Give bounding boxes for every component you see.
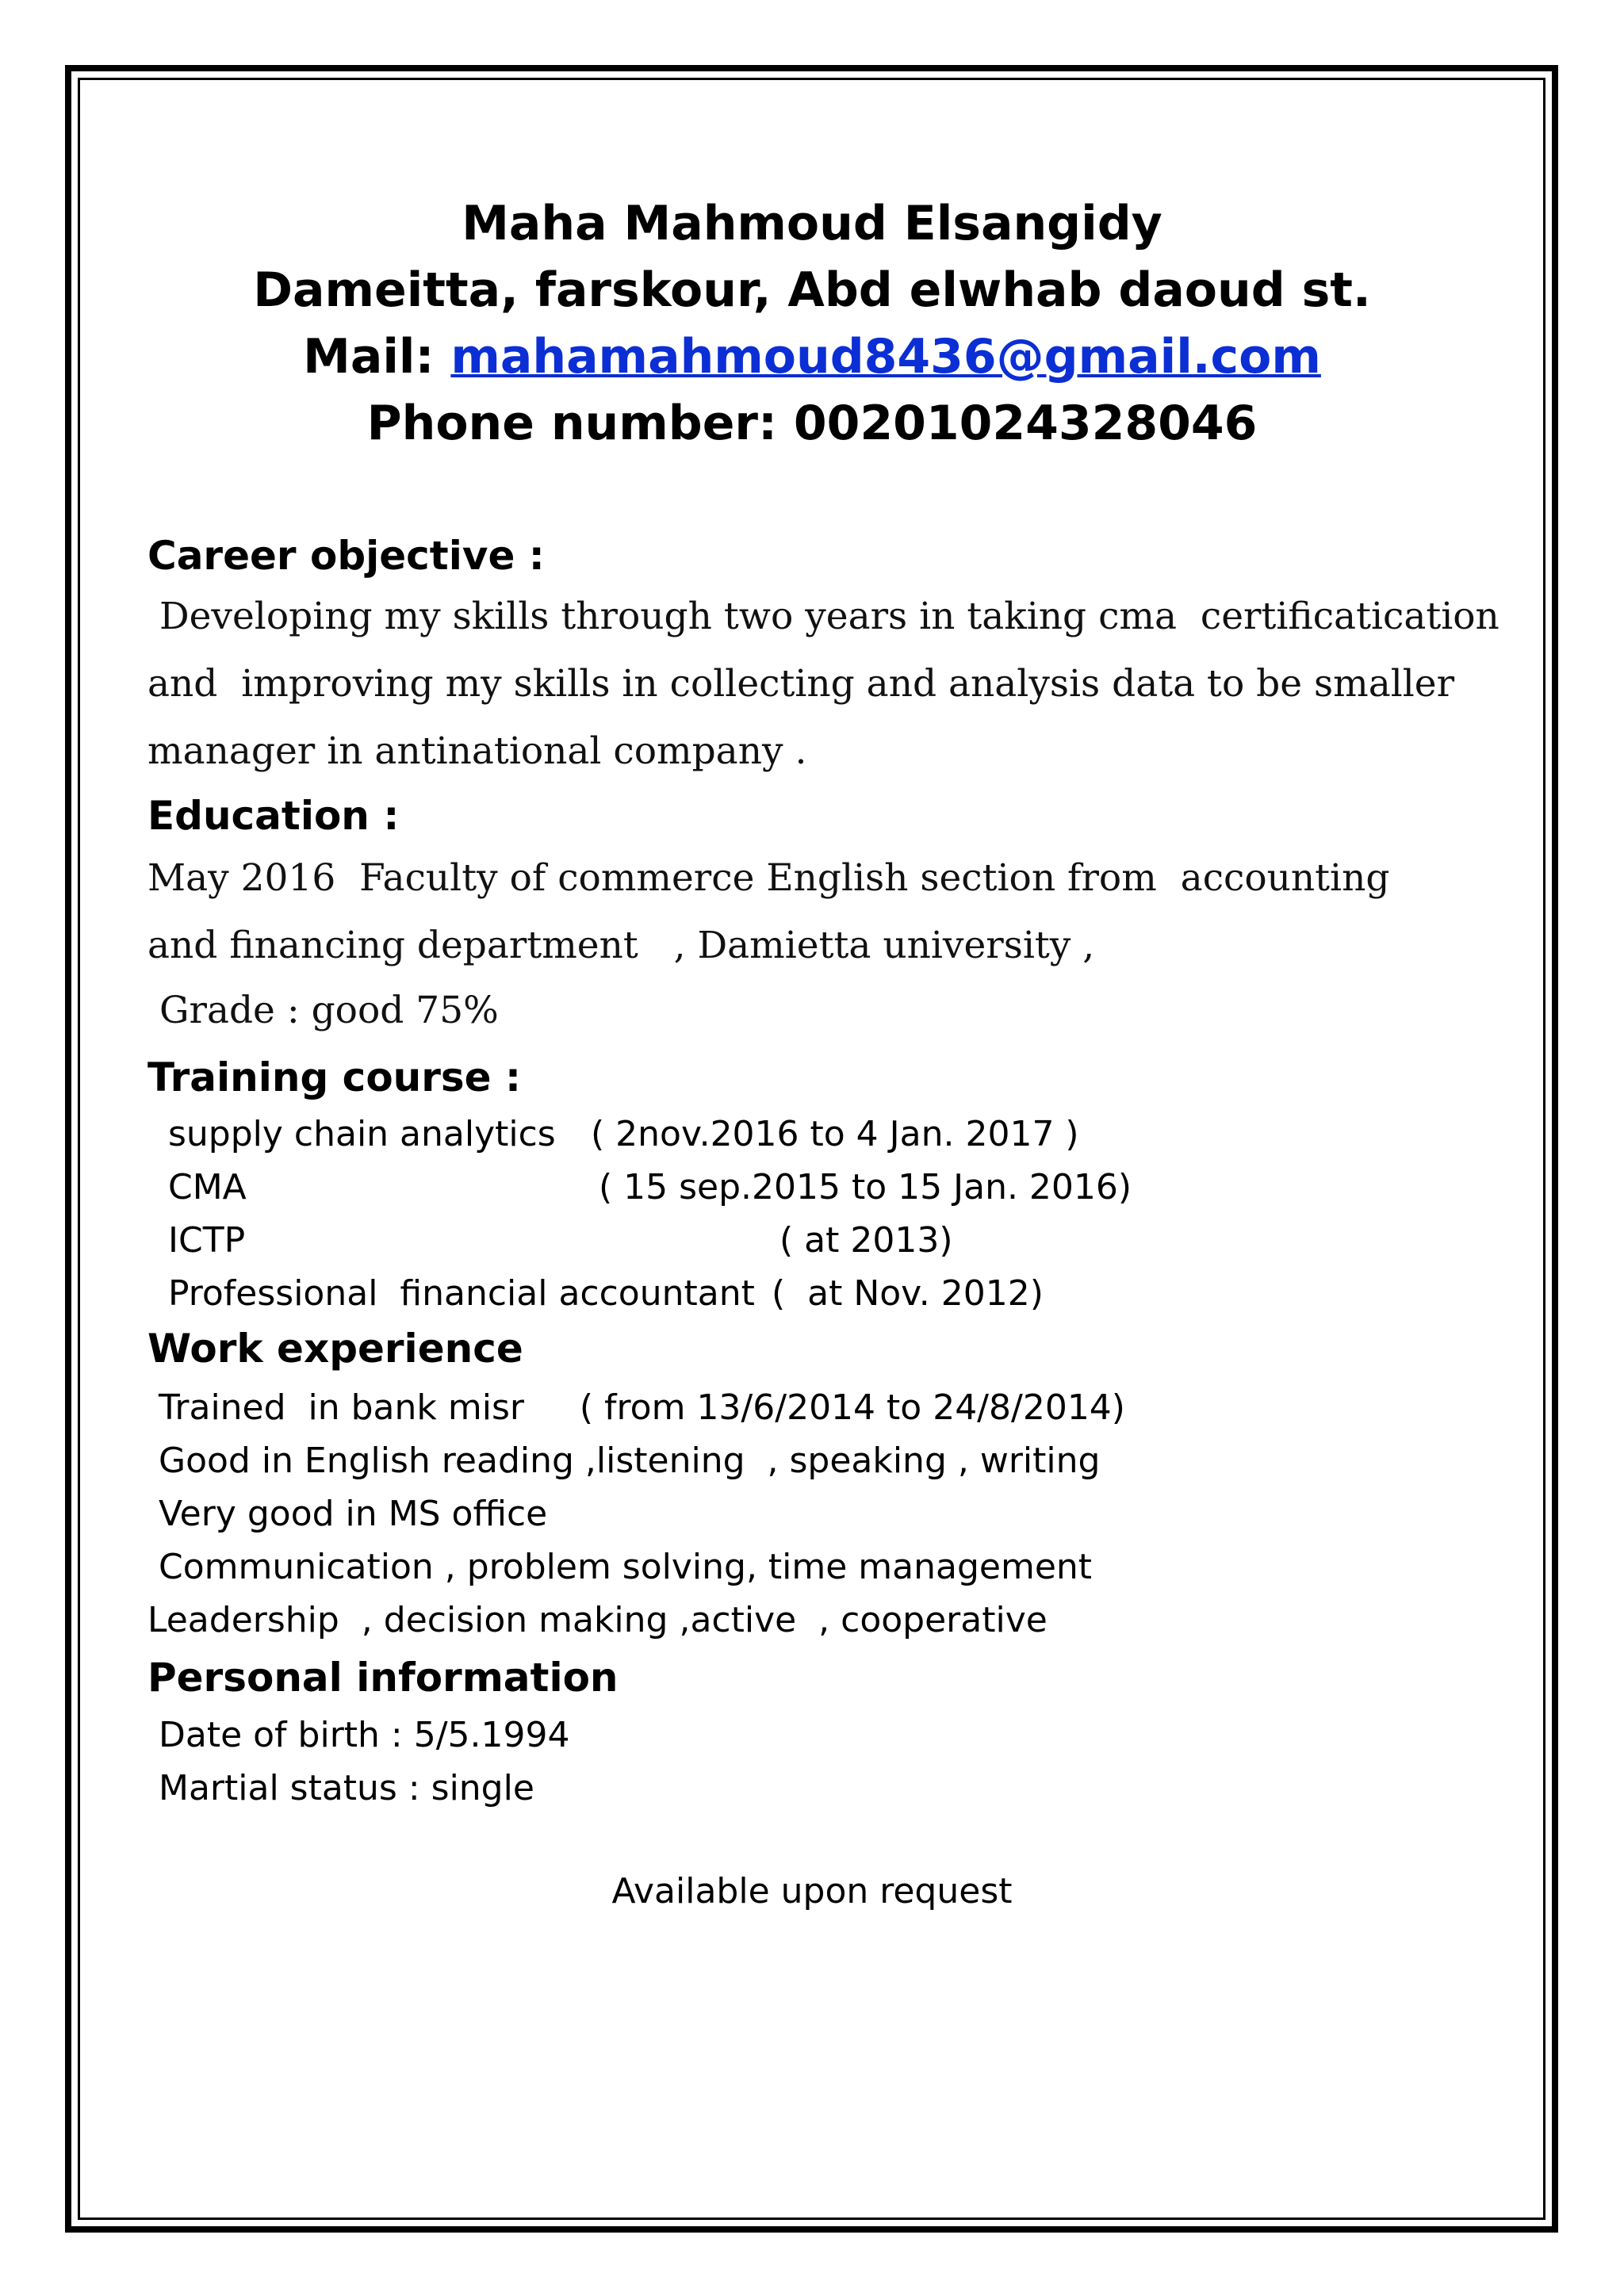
mail-label: Mail: — [303, 329, 451, 385]
career-objective-heading: Career objective : — [147, 533, 545, 579]
education-line: Grade : good 75% — [147, 989, 499, 1032]
training-course-name: Professional financial accountant — [168, 1273, 755, 1314]
references-note: Available upon request — [611, 1871, 1013, 1911]
training-course-name: supply chain analytics — [168, 1114, 556, 1154]
work-line: Leadership , decision making ,active , cooperative — [147, 1600, 1048, 1640]
work-line: Trained in bank misr ( from 13/6/2014 to 24/8/2014) — [147, 1387, 1125, 1428]
career-line: and improving my skills in collecting and analysis data to be smaller — [147, 662, 1455, 706]
work-experience-heading: Work experience — [147, 1326, 523, 1372]
work-line: Good in English reading ,listening , speaking , writing — [147, 1441, 1101, 1481]
education-line: May 2016 Faculty of commerce English section from accounting — [147, 856, 1390, 900]
work-line: Communication , problem solving, time management — [147, 1547, 1093, 1587]
training-heading: Training course : — [147, 1054, 521, 1100]
cv-header — [0, 190, 1624, 457]
training-course-period: ( at 2013) — [779, 1220, 953, 1261]
mail-link[interactable]: mahamahmoud8436@gmail.com — [450, 329, 1321, 385]
education-line: and financing department , Damietta university , — [147, 924, 1095, 967]
training-course-period: ( 15 sep.2015 to 15 Jan. 2016) — [599, 1167, 1132, 1207]
personal-information-heading: Personal information — [147, 1655, 619, 1701]
career-line: manager in antinational company . — [147, 729, 807, 773]
personal-line: Date of birth : 5/5.1994 — [147, 1715, 570, 1755]
career-line: Developing my skills through two years in taking cma certificatication — [147, 595, 1500, 638]
education-heading: Education : — [147, 793, 400, 839]
mail-line — [0, 323, 1624, 390]
training-course-name: CMA — [168, 1167, 247, 1207]
work-line: Very good in MS office — [147, 1494, 548, 1534]
personal-line: Martial status : single — [147, 1768, 534, 1808]
training-course-period: ( 2nov.2016 to 4 Jan. 2017 ) — [591, 1114, 1079, 1154]
training-course-period: ( at Nov. 2012) — [772, 1273, 1044, 1314]
applicant-name: Maha Mahmoud Elsangidy — [462, 196, 1162, 251]
training-course-name: ICTP — [168, 1220, 246, 1261]
phone-number: Phone number: 00201024328046 — [366, 396, 1258, 451]
applicant-address: Dameitta, farskour, Abd elwhab daoud st. — [253, 262, 1371, 318]
